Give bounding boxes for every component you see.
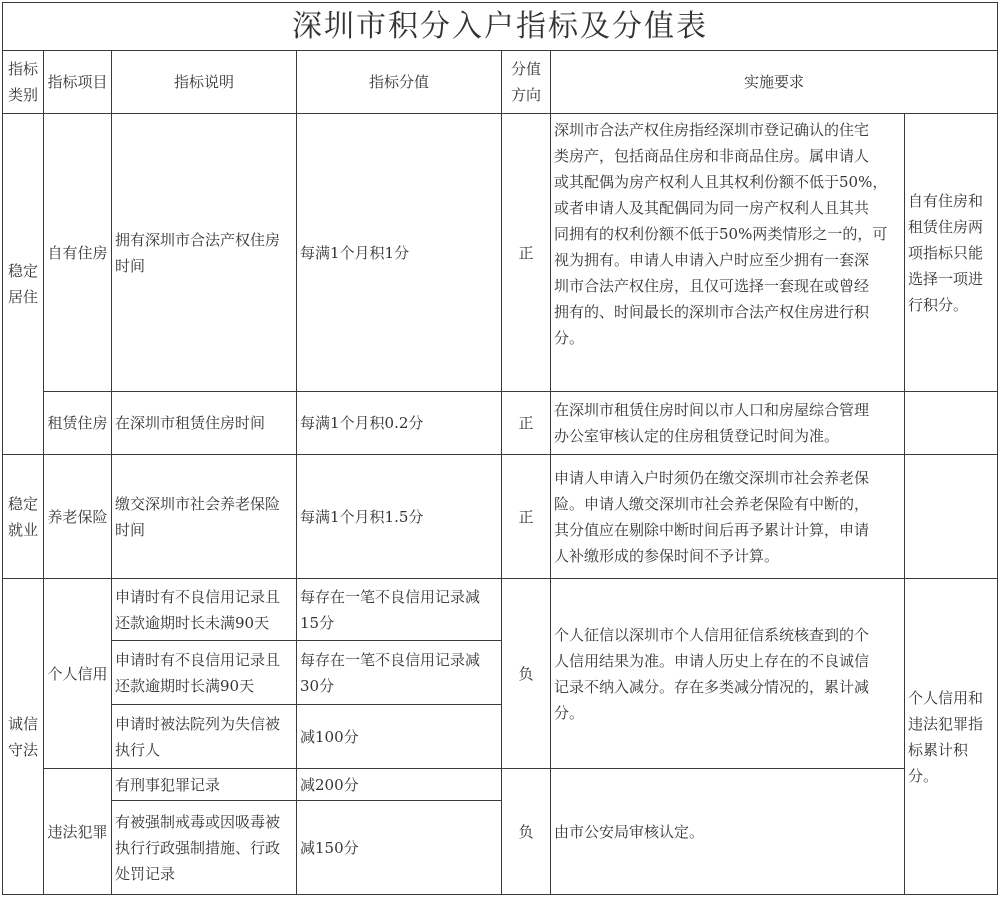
note-housing: 自有住房和 租赁住房两 项指标只能 选择一项进 行积分。 bbox=[904, 113, 998, 392]
category-stable-residence: 稳定 居住 bbox=[2, 113, 44, 455]
header-direction: 分值 方向 bbox=[501, 50, 551, 114]
table-title bbox=[2, 2, 998, 51]
note-pension-empty bbox=[904, 454, 998, 579]
header-item: 指标项目 bbox=[43, 50, 112, 114]
direction-own-housing: 正 bbox=[501, 113, 551, 392]
requirement-own-housing: 深圳市合法产权住房指经深圳市登记确认的住宅 类房产，包括商品住房和非商品住房。属申请人 或其配偶为房产权利人且其权利份额不低于50%， 或者申请人及其配偶同为同一房产权利人且其共 同拥有的权利份额不低于50%两类情形之一的，可 视为拥有。申请人申请入户时应至少拥有一套深 圳市合法产权住房，且仅可选择一套现在或曾经 拥有的、时间最长的深圳市合法产权住房进行积 分。 bbox=[550, 113, 905, 392]
description-own-housing: 拥有深圳市合法产权住房 时间 bbox=[111, 113, 297, 392]
category-integrity: 诚信 守法 bbox=[2, 578, 44, 895]
direction-crime: 负 bbox=[501, 768, 551, 895]
header-requirement: 实施要求 bbox=[550, 50, 998, 114]
score-credit-1: 每存在一笔不良信用记录减 15分 bbox=[296, 578, 502, 641]
score-own-housing: 每满1个月积1分 bbox=[296, 113, 502, 392]
note-rental-empty bbox=[904, 391, 998, 455]
header-description: 指标说明 bbox=[111, 50, 297, 114]
note-integrity: 个人信用和 违法犯罪指 标累计积 分。 bbox=[904, 578, 998, 895]
description-credit-2: 申请时有不良信用记录且 还款逾期时长满90天 bbox=[111, 640, 297, 705]
requirement-crime: 由市公安局审核认定。 bbox=[550, 768, 905, 895]
score-crime-1: 减200分 bbox=[296, 768, 502, 801]
score-crime-2: 减150分 bbox=[296, 800, 502, 895]
item-personal-credit: 个人信用 bbox=[43, 578, 112, 769]
score-pension: 每满1个月积1.5分 bbox=[296, 454, 502, 579]
item-crime: 违法犯罪 bbox=[43, 768, 112, 895]
item-own-housing: 自有住房 bbox=[43, 113, 112, 392]
item-rental-housing: 租赁住房 bbox=[43, 391, 112, 455]
requirement-personal-credit: 个人征信以深圳市个人信用征信系统核查到的个 人信用结果为准。申请人历史上存在的不良诚信 记录不纳入减分。存在多类减分情况的，累计减 分。 bbox=[550, 578, 905, 769]
description-crime-2: 有被强制戒毒或因吸毒被 执行行政强制措施、行政 处罚记录 bbox=[111, 800, 297, 895]
description-crime-1: 有刑事犯罪记录 bbox=[111, 768, 297, 801]
score-credit-2: 每存在一笔不良信用记录减 30分 bbox=[296, 640, 502, 705]
item-pension: 养老保险 bbox=[43, 454, 112, 579]
page-title: 深圳市积分入户指标及分值表 bbox=[292, 8, 708, 44]
description-pension: 缴交深圳市社会养老保险 时间 bbox=[111, 454, 297, 579]
description-credit-3: 申请时被法院列为失信被 执行人 bbox=[111, 704, 297, 769]
direction-rental-housing: 正 bbox=[501, 391, 551, 455]
requirement-pension: 申请人申请入户时须仍在缴交深圳市社会养老保 险。申请人缴交深圳市社会养老保险有中断的， 其分值应在剔除中断时间后再予累计计算，申请 人补缴形成的参保时间不予计算。 bbox=[550, 454, 905, 579]
score-rental-housing: 每满1个月积0.2分 bbox=[296, 391, 502, 455]
description-rental-housing: 在深圳市租赁住房时间 bbox=[111, 391, 297, 455]
header-category: 指标 类别 bbox=[2, 50, 44, 114]
score-credit-3: 减100分 bbox=[296, 704, 502, 769]
category-stable-employment: 稳定 就业 bbox=[2, 454, 44, 579]
direction-personal-credit: 负 bbox=[501, 578, 551, 769]
description-credit-1: 申请时有不良信用记录且 还款逾期时长未满90天 bbox=[111, 578, 297, 641]
requirement-rental-housing: 在深圳市租赁住房时间以市人口和房屋综合管理 办公室审核认定的住房租赁登记时间为准。 bbox=[550, 391, 905, 455]
direction-pension: 正 bbox=[501, 454, 551, 579]
header-score: 指标分值 bbox=[296, 50, 502, 114]
